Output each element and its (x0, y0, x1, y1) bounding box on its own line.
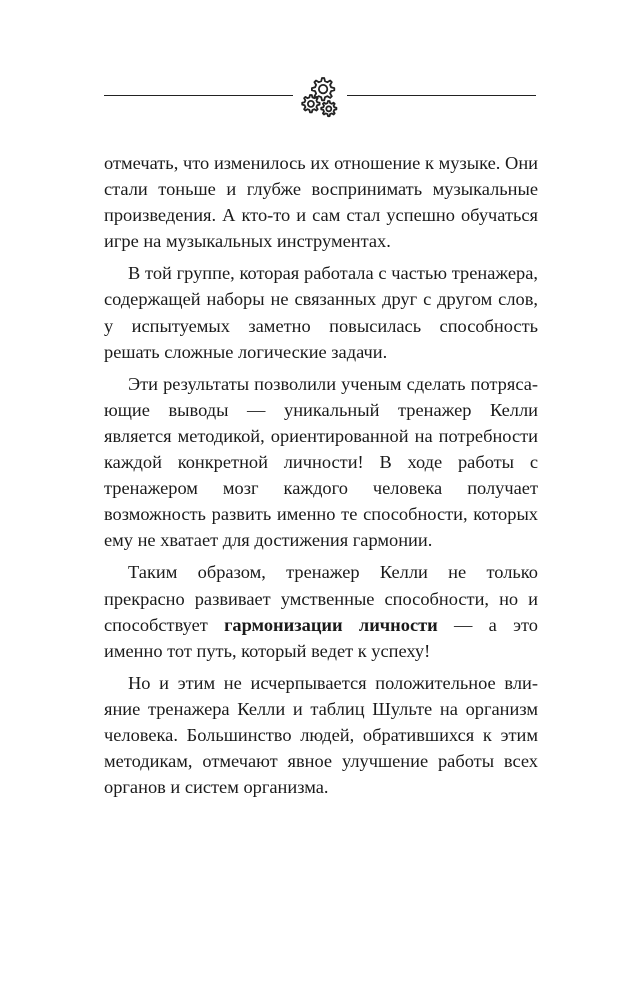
paragraph-5: Но и этим не исчерпывается положительное влияние тренажера Келли и таблиц Шульте на организм человека. Большинство людей, обратившихся к этим методикам, отмечают явное улучшение работы всех органов и систем организма. (104, 672, 538, 798)
paragraph-4 (104, 559, 538, 663)
paragraph-3: Эти результаты позволили ученым сделать потрясающие выводы — уникальный тренажер Келли является методикой, ориентированной на потребности каждой конкретной личности! В ходе работы с тренажером мозг каждого человека получает возможность развить именно те способности, которых ему не хватает для достижения гармонии. (104, 373, 538, 551)
ornament-rule-right (347, 95, 536, 96)
paragraph-4-text-after: — а это именно тот путь, который ведет к успеху! (104, 614, 538, 661)
body-text (104, 150, 538, 806)
paragraph-4-bold-phrase: гармонизации личности (224, 614, 438, 635)
gears-icon (298, 74, 342, 118)
paragraph-4-text-before: Таким образом, тренажер Келли не только прекрасно развивает умственные способности, но и способствует (104, 562, 538, 635)
ornament-rule-left (104, 95, 293, 96)
paragraph-2: В той группе, которая работала с частью тренажера, содержащей наборы не связанных друг с другом слов, у испытуемых заметно повысилась способность решать сложные логические задачи. (104, 263, 538, 362)
paragraph-1: отмечать, что изменилось их отношение к музыке. Они стали тоньше и глубже воспринимать музыкальные произведения. А кто-то и сам стал успешно обучаться игре на музыкальных инструментах. (104, 153, 538, 252)
chapter-ornament (104, 74, 536, 118)
